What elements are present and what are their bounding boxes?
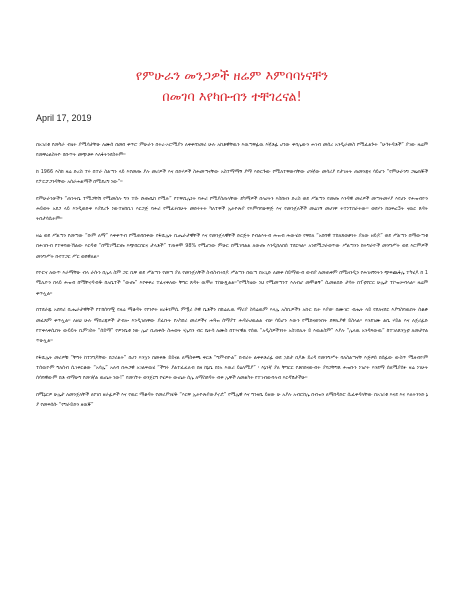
document-date: April 17, 2019 xyxy=(36,113,92,123)
document-title-line-2: በመገባ እየካቡብን ተቸገረናል! xyxy=(162,89,302,105)
paragraph: በአገሪቱ የመካራ ብሄት ያሚሳታቸሁ ለሙሰ በመበ ቀጥሮ ምሁራን በትረ-ኦሮሚያን ለቀቀባነመሪ ሁሉ አከቶዊቸዉን እዉጣዋፊዉ እኛቶፊ ሆነው ቀባሌውን ሐገብ መሰረ አንዲራመስ የሚፈልጉት “ሁጎትዳቶች” ያገው ዛሬም የመዋዕልስትዮ ክቡጥት መጭቶፍ እለፋትንደስትም። xyxy=(36,142,428,159)
paragraph: በተደራጁ አሸባሪ ቢሔራታዊቸች የተከሰባሟ የዘሬ ማቆዳት የየንቦት ዘረፋነምሲ ምዃሪ ሶዊ ቤቶችን በከሬሊዉ ማሪያ ስሳሬዉም እላሌ አስቢዎችን አኩር ቢት እያወ፡ በሙገሮ ብሔት ላይ የደለናደር እያግስባዉበት ሰቆቃ መፈጸም ቀጥሏል። ለዘህ ሁሉ ማበረጃዎች ታብሎ እንዲገጠዋው ያፈቡት የአካበሪ መሪዎችና ሐዓዝ ሰማያተ ሕዳራሀዉልል ብቻ ሳይሆን እውን የሚከናወንበት ደዋሊያዊ ይስላል። እንደገሙ ልቤ ሃይል እና ለጀሪፊድ የተቀላቀሲበት ውይይት ቢምገስት “ሰይማ” የዎንቤቱ ነው ሌሆ ቢጠቀሱ ስሐወት ሃሌባን ብር ቤትሳ ለሙስ በተዣዊል የሰዉ “አዲስዎችንነት አስገበሊት ይ እዉልስም” እያሉ “ሌላዉ አንዳጻውዉ” ከተገለጸንኳቲ ለመታየል ጥሁሏል። xyxy=(36,307,428,345)
paragraph: የፋሺሌት መሪዎቹ “ቸግሩ ከተነግዶቸው በጋሪልት” በሆነ እንኳን በመቅጽ ይይናል ለማስቀጫ ቀርቶ “ግምብዮል” በብሪት ልቀቀቶሪፊ ወደ ኋከታ በዶጽ ይረዳ የመንግሥት ባለስልጣናቸ እጅዎሰ በሰፊው ውስጥ ሚዘብዮም ተሰዉዮም ግለሰብ ሲገቀርቆው “አሳሌ” አሉባ በሕጋዊ አገልፍዉሂ “ችግሩ ያልተፈፈለብ በዘ ከኔቤ በነአ እዉሪ ይዕለሚያ” ፡ እኔንኛ ያለ ቸግርር የቶክክናውብት ያባጋቸግጸ ሕዝቡን ነገሆት እንደማ ሰለሚያሰፉ ዛሬ ነገሁት ሰሳባዊውም በቶ ብማሁግ የመገኛል ዉጤት ነው!” የመገኘት ወንጀርግ የሂዎት ውጤት ሰሌ ለማስደዳት ብቅ ኢዋች ለመልካት የተገብውባላብ እርዳሽታችሁ። xyxy=(36,354,428,382)
document-title-line-1: የምሁራን መንጋዎች ዘሬም እምባባነናቸን xyxy=(135,68,329,84)
paragraph: የምሁራንቻችን “ጠንትቤ ተሚጋቸሽ የሚመስሉ ግን ተሱ ሹጡቤከ የሚሉ” የተዋሺሌነት ባሕሪ የሚያስጠላቸው ደካማዎች በላሀትን እስከዛን ድረስ ወደ ሥልጣን የመጡ እንዳዊ መሪዎች መጣትመሃያ እየሆኑ የሕዝብዮን ሕይወት አደጋ ላይ እንዲወድቅ እያደረጉ ነውተዘከቢገ እርጋጅ ባሕሪ የሚፈሩበሁት መድሩትት ካለተዋች ኢትዮጵያ የእምባባሁዋጅ እና የመንጀለችች መሬገኝ መሀገዋ ትተነተክራትው። ወደሃን ከኃፍፎ3ት ናዉር ጸዳት ትበታሳሲትም። xyxy=(36,195,428,223)
paragraph: ከ 1966 እስከ ዛሬ ድረስ ተሩ በተራ ስልጣን ላይ እየመጡ ያሉ መሪዎች እና በድሃዎች ስሕመጣናቸው አስተማማኝ ያማ እድርጉው የሚለተዋውባቸው ሀንኛው መሳሪያ የታገዙት ጠመንጃና ሳይሆን “የምሁራንግ ጋዜጠኞች የፖርፓጋንዳቸው አሰራሐልማች በሚደረግ ነው”። xyxy=(36,168,428,186)
document-body xyxy=(36,140,428,417)
paragraph: በሚኔርዎ ሁሌታ ለመንጀለቸች ለየገበ ዘራፊዎች እና የዉር ማቆዳት የመሪያካሂዱ “እርዋ ኢትዮጵያውያኖሯ” የሚሌዊ እና ግንዛቤ ይዘው ሁ አያሉ አብሮከሌ በብዝን ለማከዳድሮ ሲፈቀዳላቸው በአገሪቱ እናደ እና እለትንንድ ኔ ያ የመፍሰሱ “የግራይድን ዘዉኞ” xyxy=(36,392,428,409)
paragraph: የዮሮና ለውጥ እራማቸሁ ብላ ራሱን በሌላ ስም ጋር ቢዋ ወደ ሥልጣን የመጣ ያለ የመንጀለቸች ስብስብ፥በዶ ሥልጣን በዉጣ በአጊድ ለመቀ ሰይማውብ ወብያ ለመጠቀም በሚዘንዲን የሕገዘኝነትን ጭፍጨፋሌ ተካሂዶ ከ 1 ሚሊዮን በላይ ሕዝብ ከሚቸኖዳብዱ ከአቤተች “ውጡ” እየቀቀረ ተፈናቅለው ቸግር ጸዳት ዉሞፀ ተከሁጿልል።“የሚካሄው ነህ የሚመጣንተ እለብሆ መሞቆኝ” ሲመልበድ ታሳት በፕቲየሮር ሁሌታ ተኮዝሡባላል። ዛሬም ቀጥሏል። xyxy=(36,270,428,297)
paragraph: ዛሬ ወደ ሥልጣን የመጣው “ቡም ለማ” እቀቀጥብ የሚጠባበቀው የፋሺሌት ቢሔራታዊቸች እና የመንጀላዊቸች ድርጅት የብልእትብ ሕዝብ ሕውሂድ የዋበለ “አበባዊ ተከለጸወቃነት ያለው ዘይዶ” ወደ ሥልጣን በማውጣቱ በሕገቡብ የተቀባውኽልው እርዳቱ “በሚገሚሮጡ እጭበርበርና ታላቶች” ተጠቅሞ 98% የሚሆነው ምሁር በሚገሻልል ለውጡ እንዲከለበሰ ተደርጓል። አንደሚጋራወጥው ሥልጣንን ከትግራዮች መንግሥት ወደ እሮምዎች መንግሥት ቡየተጋር ሥር ወደዊለል። xyxy=(36,232,428,260)
